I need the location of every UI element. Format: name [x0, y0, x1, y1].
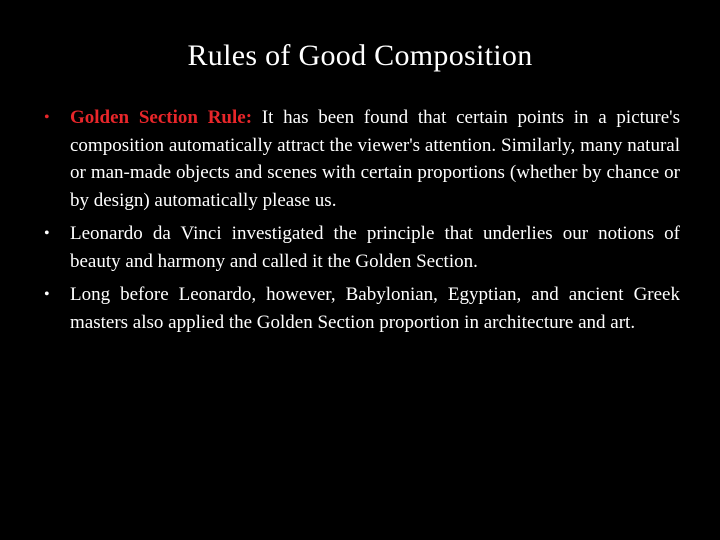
bullet-text: Leonardo da Vinci investigated the principle that underlies our notions of beauty and harmony and called it the Golden Section. [70, 223, 680, 272]
slide-title: Rules of Good Composition [187, 39, 533, 72]
bullet-icon: • [44, 286, 50, 303]
bullet-list [40, 104, 680, 342]
bullet-icon: • [44, 109, 50, 126]
bullet-lead: Golden Section Rule: [70, 107, 253, 128]
bullet-item [40, 220, 680, 275]
bullet-text: It has been found that certain points in a picture's composition automatically attract the viewer's attention. Similarly, many natural or man-made objects and scenes with certain proportions (whether by chance or by design) automatically please us. [70, 107, 680, 211]
bullet-item [40, 104, 680, 214]
bullet-icon: • [44, 225, 50, 242]
bullet-text: Long before Leonardo, however, Babylonian, Egyptian, and ancient Greek masters also applied the Golden Section proportion in architecture and art. [70, 284, 680, 333]
bullet-item [40, 281, 680, 336]
